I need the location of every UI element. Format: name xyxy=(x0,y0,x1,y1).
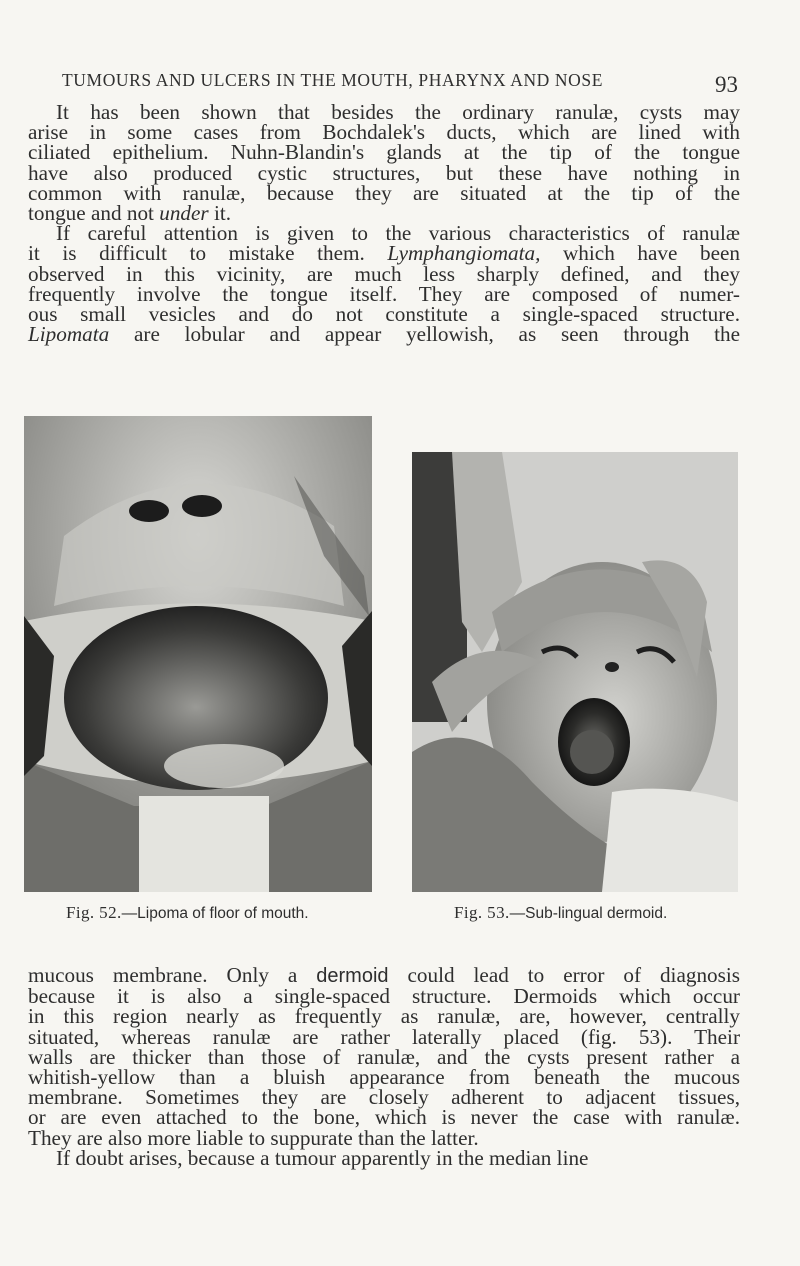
text-line: It has been shown that besides the ordinary ranulæ, cysts may xyxy=(56,100,740,124)
text-span: which have been xyxy=(540,241,740,266)
text-span: it is difficult to mistake them. xyxy=(28,241,388,266)
top-text xyxy=(28,100,740,347)
sans-word: dermoid xyxy=(316,965,389,987)
text-line xyxy=(28,322,740,347)
text-line: walls are thicker than those of ranulæ, and the cysts present rather a xyxy=(28,1044,740,1069)
text-line: have also produced cystic structures, but these have nothing in xyxy=(28,160,740,185)
text-span: could lead to error of diagnosis xyxy=(388,963,741,987)
text-line: frequently involve the tongue itself. They are composed of numer- xyxy=(28,281,740,306)
italic-word: Lipomata xyxy=(28,322,110,347)
text-line: If careful attention is given to the various characteristics of ranulæ xyxy=(56,221,740,246)
text-span: tongue and not xyxy=(28,201,160,226)
text-line: ous small vesicles and do not constitute a single-spaced structure. xyxy=(28,302,740,327)
figure-53-photo xyxy=(412,452,738,892)
text-line: in this region nearly as frequently as ranulæ, are, however, centrally xyxy=(28,1004,740,1029)
text-line: because it is also a single-spaced structure. Dermoids which occur xyxy=(28,984,740,1009)
text-span: are lobular and appear yellowish, as seen through the xyxy=(109,322,740,347)
figure-caption-text: —Sub-lingual dermoid. xyxy=(509,905,668,922)
text-line xyxy=(28,965,740,986)
running-head xyxy=(62,70,738,100)
text-line: or are even attached to the bone, which is never the case with ranulæ. xyxy=(28,1105,740,1130)
text-line xyxy=(28,241,740,266)
figure-53-caption xyxy=(454,903,667,923)
text-line: observed in this vicinity, are much less sharply defined, and they xyxy=(28,261,740,286)
figure-52-photo xyxy=(24,416,372,892)
figure-caption-text: —Lipoma of floor of mouth. xyxy=(121,905,309,922)
lipoma-photo-illustration xyxy=(24,416,372,892)
figure-label: Fig. 52. xyxy=(66,903,122,922)
italic-word: under xyxy=(159,201,209,226)
text-line: situated, whereas ranulæ are rather laterally placed (fig. 53). Their xyxy=(28,1024,740,1049)
text-span: mucous membrane. Only a xyxy=(28,963,317,987)
text-span: it. xyxy=(208,201,232,226)
dermoid-photo-illustration xyxy=(412,452,738,892)
running-head-title: TUMOURS AND ULCERS IN THE MOUTH, PHARYNX AND NOSE xyxy=(62,70,603,90)
text-line: membrane. Sometimes they are closely adherent to adjacent tissues, xyxy=(28,1085,740,1110)
text-line: ciliated epithelium. Nuhn-Blandin's glands at the tip of the tongue xyxy=(28,140,740,165)
text-line: If doubt arises, because a tumour apparently in the median line xyxy=(56,1145,589,1170)
text-line xyxy=(28,201,740,226)
bottom-text xyxy=(28,965,740,1168)
text-line: common with ranulæ, because they are situated at the tip of the xyxy=(28,180,740,205)
text-line: arise in some cases from Bochdalek's ducts, which are lined with xyxy=(28,120,740,145)
italic-word: Lymphangiomata, xyxy=(387,241,541,266)
figure-52-caption xyxy=(66,903,309,923)
figure-label: Fig. 53. xyxy=(454,903,510,922)
text-line: They are also more liable to suppurate than the latter. xyxy=(28,1125,479,1150)
page-number: 93 xyxy=(715,72,738,97)
text-line: whitish-yellow than a bluish appearance from beneath the mucous xyxy=(28,1065,740,1090)
